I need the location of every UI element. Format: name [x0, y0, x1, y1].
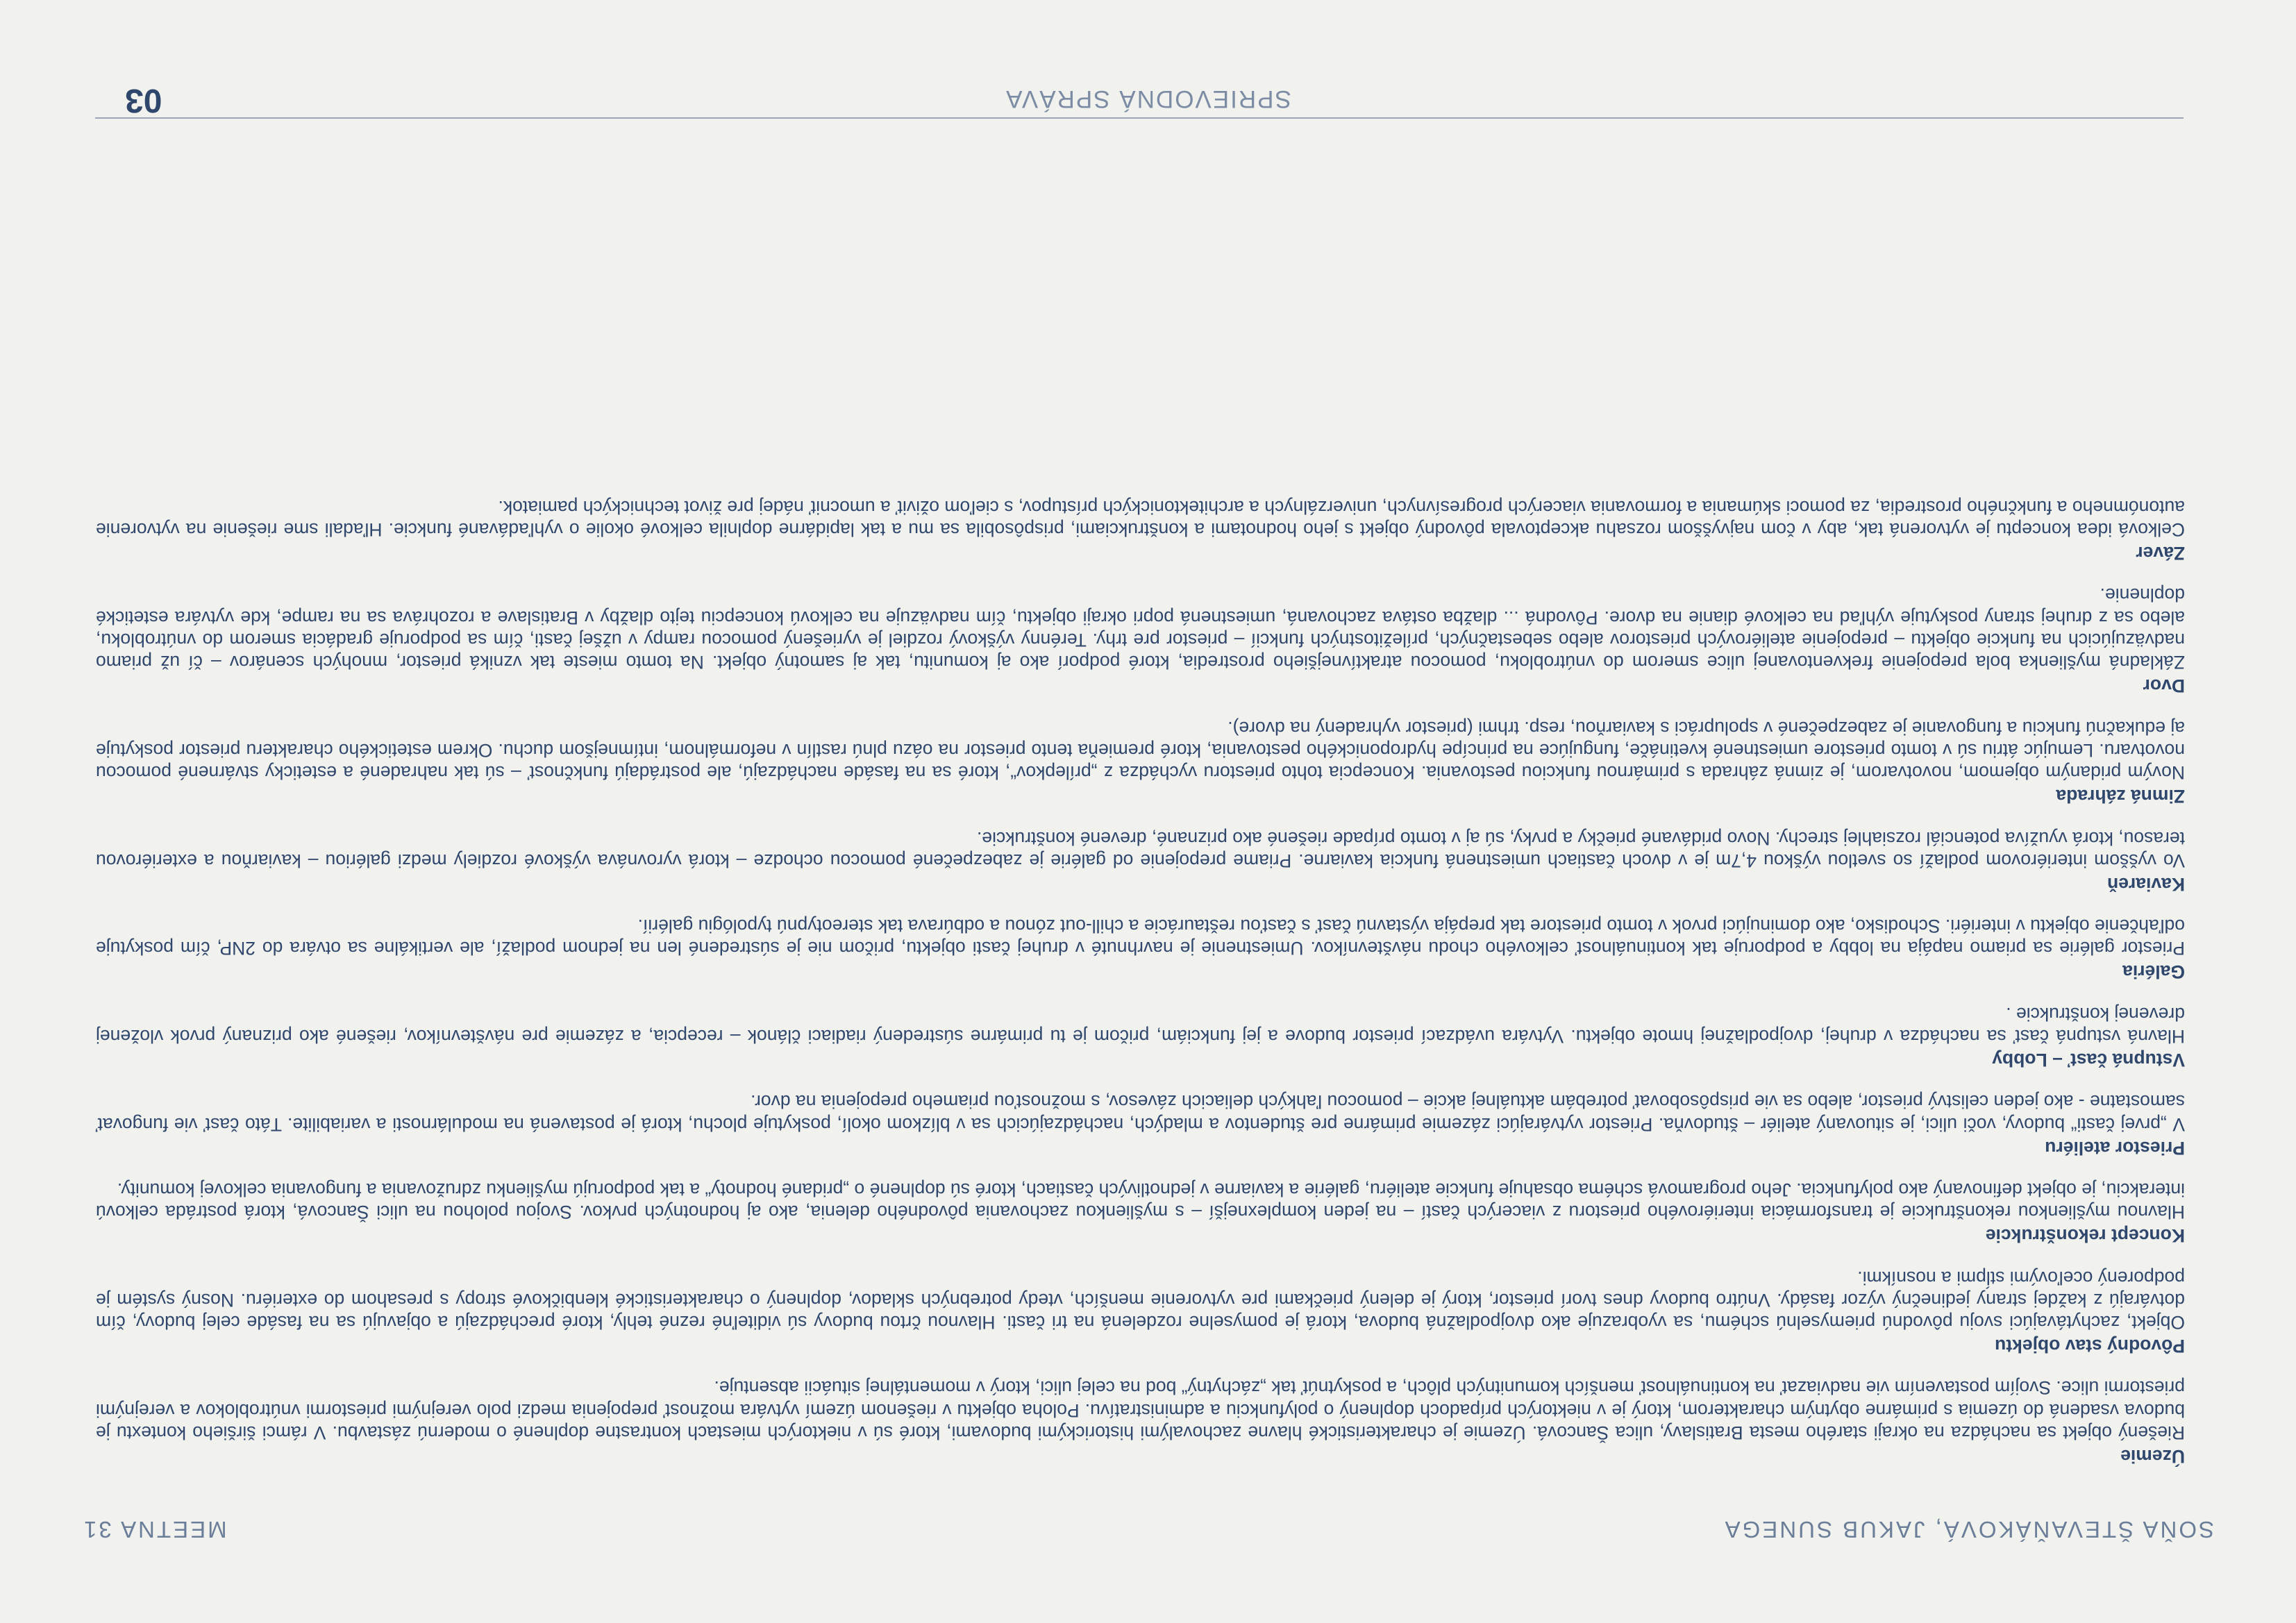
section-text-kaviaren: Vo vyššom interiérovom podlaží so svetlou výškou 4,7m je v dvoch častiach umiestnená funkcia kaviarne. Priame prepojenie od galérie je zabezpečené pomocou ochodze – ktorá vyrovnáva výškové rozdiely medzi galériou – kaviarňou a exteriérovou terasou, ktorá využíva potenciál rozsiahlej strechy. Novo pridávané priečky a prvky, sú aj v tomto prípade riešené ako priznané, drevené konštrukcie.: [96, 827, 2185, 871]
section-text-povodny-stav: Objekt, zachytávajúci svoju pôvodnú priemyselnú schému, sa vyobrazuje ako dvojpodlažná budova, ktorá je pomyselne rozdelená na tri časti. Hlavnou črtou budovy sú viditeľné rezné tehly, ktoré prechádzajú a objavujú sa na fasáde celej budovy, čím dotvárajú z každej strany jedinečný výzor fasády. Vnútro budovy dnes tvorí priestor, ktorý je delený priečkami pre vytvorenie menších, vtedy potrebných skladov, doplnený o charakteristické klenbičkové stropy s presahom do exteriéru. Nosný systém je podporený oceľovými stĺpmi a nosníkmi.: [96, 1267, 2185, 1334]
section-title-uzemie: Územie: [2120, 1446, 2185, 1467]
page-number: 03: [125, 82, 162, 119]
section-title-galeria: Galéria: [2122, 961, 2185, 983]
section-title-zaver: Záver: [2136, 543, 2185, 564]
section-text-koncept: Hlavnou myšlienkou rekonštrukcie je transformácia interiérového priestoru z viacerých častí – na jeden komplexnejší – s myšlienkou zachovania pôvodného delenia, ako aj hodnotných prvkov. Svojou polohou na ulici Šancová, ktorá postráda celkovú interakciu, je objekt definovaný ako polyfunkcia. Jeho programová schéma obsahuje funkcie ateliéru, galérie a kaviarne v jednotlivých častiach, ktoré sú doplnené o „pridané hodnoty“ a tak podporujú myšlienku združovania a fungovania celkovej komunity.: [96, 1179, 2185, 1223]
document-title: SPRIEVODNÁ SPRÁVA: [1005, 85, 1291, 112]
report-body: [96, 478, 2185, 1468]
section-title-koncept: Koncept rekonštrukcie: [1985, 1225, 2185, 1247]
section-text-galeria: Priestor galérie sa priamo napája na lobby a podporuje tak kontinuálnosť celkového chodu návštevníkov. Umiestnenie je navrhnuté v druhej časti objektu, pričom nie je sústredené len na jednom podlaží, ale vertikálne sa otvára do 2NP, čím poskytuje odľahčenie objektu v interiéri. Schodisko, ako dominujúci prvok v tomto priestore tak prepája výstavnú časť s časťou reštaurácie a chill-out zónou a odbúrava tak stereotypnú typológiu galérií.: [96, 916, 2185, 959]
section-title-zimna-zahrada: Zimná záhrada: [2056, 786, 2185, 807]
section-text-vstupna-cast: Hlavná vstupná časť sa nachádza v druhej, dvojpodlažnej hmote objektu. Vytvára uvádzací priestor budove a jej funkciám, pričom je tu primárne sústredený riadiaci článok – recepcia, a zázemie pre návštevníkov, riešené ako priznaný prvok vloženej drevenej konštrukcie .: [96, 1003, 2185, 1048]
section-text-priestor-atelieru: V „prvej časti“ budovy, voči ulici, je situovaný ateliér – študovňa. Priestor vytvárajúci zázemie primárne pre študentov a mladých, nachádzajúcich sa v blízkom okolí, poskytuje plochu, ktorá je postavená na modulárnosti a variabilite. Táto časť vie fungovať samostatne - ako jeden celistvý priestor, alebo sa vie prispôsobovať potrebám aktuálnej akcie – pomocou ľahkých deliacich závesov, s možnosťou priameho prepojenia na dvor.: [96, 1091, 2185, 1135]
section-title-priestor-atelieru: Priestor ateliéru: [2045, 1137, 2185, 1159]
section-text-zimna-zahrada: Novým pridaným objemom, novotvarom, je zimná záhrada s primárnou funkciou pestovania. Koncepcia tohto priestoru vychádza z „prílepkov“, ktoré sa na fasáde nachádzajú, ale postrádajú funkčnosť – sú tak nahradené a esteticky stvárnené pomocou novotvaru. Lemujúc átriu sú v tomto priestore umiestnené kvetináče, fungujúce na princípe hydroponického pestovania, ktoré premieňa tento priestor na oázu plnú rastlín v neformálnom, intímnejšom duchu. Okrem estetického charakteru priestor poskytuje aj edukačnú funkciu a fungovanie je zabezpečené v spolupráci s kaviarňou, resp. trhmi (priestor vyhradený na dvore).: [96, 717, 2185, 784]
section-title-povodny-stav: Pôvodný stav objektu: [1995, 1336, 2185, 1357]
section-text-dvor: Základná myšlienka bola prepojenie frekventovanej ulice smerom do vnútrobloku, pomocou atraktívnejšieho prostredia, ktoré podporí ako aj komunitu, tak aj samotný objekt. Na tomto mieste tak vzniká priestor, mnohých scenárov – čí už priamo nadväzujúcich na funkcie objektu – prepojenie ateliérových priestorov alebo sebestačných, príležitostných funkcií – priestor pre trhy. Terénny výškový rozdiel je vyriešený pomocou rampy v užšej časti, čím sa podporuje gradácia smerom do vnútrobloku, alebo sa z druhej strany poskytuje výhľad na celkové dianie na dvore. Pôvodná ... dlažba ostáva zachovaná, umiestnená popri okraji objektu, čím nadväzuje na celkovú koncepciu tejto dlažby v Bratislave a rozohráva sa na rampe, kde vytvára estetické doplnenie.: [96, 585, 2185, 673]
section-title-dvor: Dvor: [2143, 675, 2185, 697]
footer-divider: [95, 117, 2184, 119]
section-text-uzemie: Riešený objekt sa nachádza na okraji starého mesta Bratislavy, ulica Šancová. Územie je charakteristické hlavne zachovalými historickými budovami, ktoré sú v niektorých miestach kontrastne doplnené o modernú zástavbu. V rámci širšieho kontextu je budova vsadená do územia s primárne obytným charakterom, ktorý je v niektorých prípadoch doplnený o polyfunkciu a administratívu. Poloha objektu v riešenom území vytvára možnosť prepojenia medzi polo verejnými priestormi vnútroblokov a verejnými priestormi ulice. Svojím postavením vie nadviazať na kontinuálnosť menších komunitných plôch, a poskytnúť tak „záchytný“ bod na celej ulici, ktorý v momentálnej situácii absentuje.: [96, 1377, 2185, 1443]
publication-reference: MEETNA 31: [82, 1517, 227, 1542]
section-text-zaver: Celková idea konceptu je vytvorená tak, aby v čom najvyššom rozsahu akceptovala pôvodný objekt s jeho hodnotami a konštrukciami, prispôsobila sa mu a tak lapidárne doplnila celkové okolie o vyhľadávané funkcie. Hľadali sme riešenie na vytvorenie autonómneho a funkčného prostredia, za pomoci skúmania a formovania viacerých progresívnych, univerzálnych a architektonických prístupov, s cieľom oživiť a umocniť nádej pre život technických pamiatok.: [96, 496, 2185, 541]
section-title-vstupna-cast: Vstupná časť – Lobby: [1992, 1050, 2185, 1071]
authors: SOŇA ŠTEVAŇÁKOVÁ, JAKUB SUNEGA: [1723, 1517, 2214, 1542]
section-title-kaviaren: Kaviareň: [2107, 873, 2185, 895]
